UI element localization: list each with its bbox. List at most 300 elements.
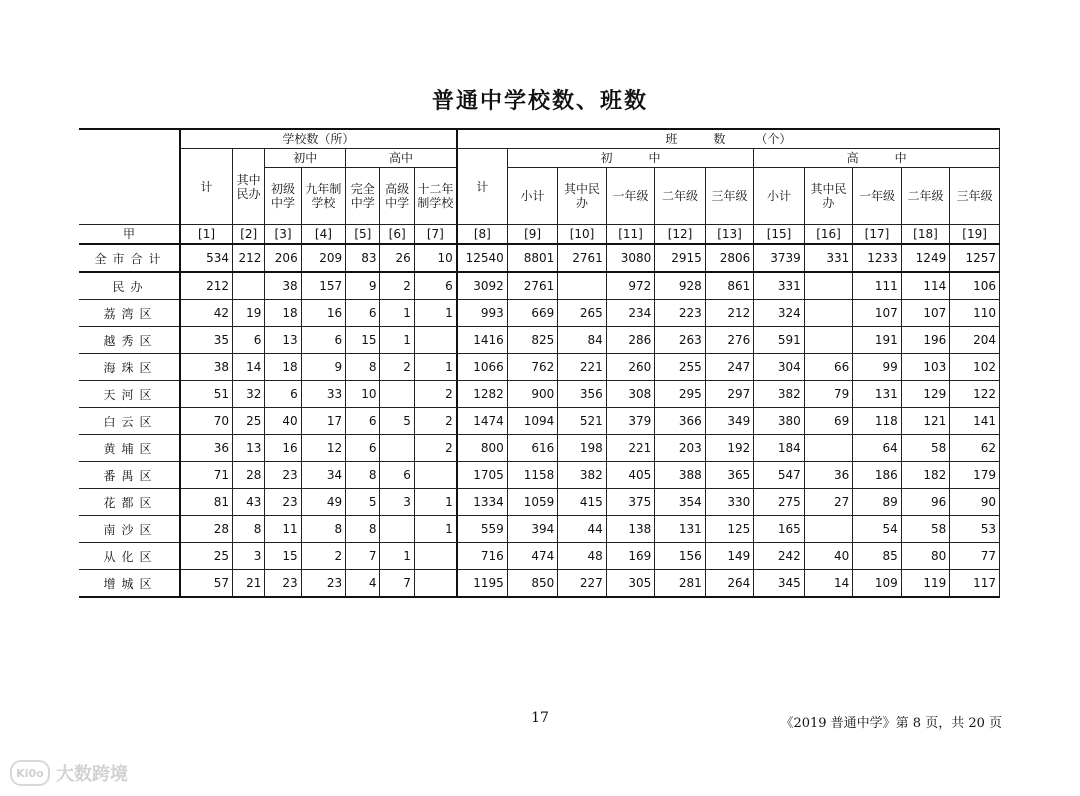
table-cell: [804, 272, 852, 300]
page-number: 17: [531, 710, 549, 726]
table-row: [79, 300, 1000, 327]
column-number: [12]: [655, 225, 706, 245]
column-number: [1]: [180, 225, 233, 245]
table-cell: 1: [414, 516, 456, 543]
table-cell: 1257: [950, 244, 1000, 272]
table-cell: 8: [346, 354, 380, 381]
table-cell: [804, 300, 852, 327]
table-cell: 474: [507, 543, 558, 570]
table-cell: 62: [950, 435, 1000, 462]
table-cell: 110: [950, 300, 1000, 327]
table-cell: 49: [301, 489, 345, 516]
table-cell: 109: [853, 570, 901, 598]
table-cell: 2: [301, 543, 345, 570]
table-cell: 260: [606, 354, 654, 381]
table-cell: 5: [380, 408, 414, 435]
table-cell: 107: [901, 300, 949, 327]
table-cell: 762: [507, 354, 558, 381]
table-row: [79, 272, 1000, 300]
table-cell: 616: [507, 435, 558, 462]
junior-grade1-header: 一年级: [606, 168, 654, 225]
row-label: 增城区: [79, 570, 180, 598]
table-cell: 212: [180, 272, 233, 300]
schools-total-header: 计: [180, 149, 233, 225]
table-cell: 1416: [457, 327, 508, 354]
table-cell: 28: [180, 516, 233, 543]
schools-senior-header: 高中: [346, 149, 457, 168]
classes-total-header: 计: [457, 149, 508, 225]
table-cell: 265: [558, 300, 606, 327]
table-cell: [380, 435, 414, 462]
table-cell: 58: [901, 435, 949, 462]
table-cell: 3: [380, 489, 414, 516]
table-cell: 102: [950, 354, 1000, 381]
table-cell: 23: [265, 570, 301, 598]
column-number: [17]: [853, 225, 901, 245]
table-cell: 559: [457, 516, 508, 543]
table-cell: 275: [754, 489, 805, 516]
table-cell: 84: [558, 327, 606, 354]
table-row: [79, 327, 1000, 354]
table-cell: 1282: [457, 381, 508, 408]
table-cell: 12: [301, 435, 345, 462]
table-cell: 103: [901, 354, 949, 381]
table-cell: 6: [265, 381, 301, 408]
column-number: [7]: [414, 225, 456, 245]
table-cell: 32: [233, 381, 265, 408]
table-cell: [804, 516, 852, 543]
table-cell: 295: [655, 381, 706, 408]
table-cell: 534: [180, 244, 233, 272]
table-cell: 209: [301, 244, 345, 272]
table-cell: 186: [853, 462, 901, 489]
table-cell: 324: [754, 300, 805, 327]
table-cell: 356: [558, 381, 606, 408]
table-cell: 10: [414, 244, 456, 272]
table-cell: 90: [950, 489, 1000, 516]
table-cell: 1066: [457, 354, 508, 381]
row-label: 越秀区: [79, 327, 180, 354]
table-cell: 928: [655, 272, 706, 300]
table-cell: 349: [705, 408, 753, 435]
table-cell: 157: [301, 272, 345, 300]
table-cell: [380, 516, 414, 543]
table-cell: 3: [233, 543, 265, 570]
page-title: 普通中学校数、班数: [431, 89, 648, 114]
table-cell: 1705: [457, 462, 508, 489]
table-cell: 9: [346, 272, 380, 300]
table-cell: 141: [950, 408, 1000, 435]
table-cell: 71: [180, 462, 233, 489]
table-cell: 125: [705, 516, 753, 543]
table-cell: [804, 327, 852, 354]
watermark-text: 大数跨境: [56, 764, 128, 785]
table-cell: 169: [606, 543, 654, 570]
row-label: 天河区: [79, 381, 180, 408]
table-cell: 191: [853, 327, 901, 354]
table-cell: 28: [233, 462, 265, 489]
table-cell: 972: [606, 272, 654, 300]
table-cell: 6: [346, 300, 380, 327]
table-cell: 165: [754, 516, 805, 543]
row-label: 花都区: [79, 489, 180, 516]
table-cell: 83: [346, 244, 380, 272]
table-cell: 18: [265, 300, 301, 327]
table-cell: 212: [233, 244, 265, 272]
table-cell: 8: [233, 516, 265, 543]
column-number: [3]: [265, 225, 301, 245]
table-cell: 21: [233, 570, 265, 598]
table-cell: 99: [853, 354, 901, 381]
table-cell: 36: [180, 435, 233, 462]
table-cell: 121: [901, 408, 949, 435]
table-cell: 131: [853, 381, 901, 408]
table-cell: 25: [233, 408, 265, 435]
table-cell: 8801: [507, 244, 558, 272]
table-cell: [380, 381, 414, 408]
junior-grade3-header: 三年级: [705, 168, 753, 225]
table-cell: 8: [301, 516, 345, 543]
table-cell: 2: [414, 435, 456, 462]
table-cell: 149: [705, 543, 753, 570]
junior-middle-header: 初级中学: [265, 168, 301, 225]
table-cell: 77: [950, 543, 1000, 570]
table-cell: 221: [558, 354, 606, 381]
table-cell: 10: [346, 381, 380, 408]
table-cell: 23: [301, 570, 345, 598]
table-cell: 394: [507, 516, 558, 543]
table-cell: [804, 435, 852, 462]
table-cell: 1195: [457, 570, 508, 598]
column-number: [11]: [606, 225, 654, 245]
table-cell: 38: [180, 354, 233, 381]
table-cell: 1474: [457, 408, 508, 435]
table-cell: 66: [804, 354, 852, 381]
senior-grade1-header: 一年级: [853, 168, 901, 225]
table-cell: 204: [950, 327, 1000, 354]
table-cell: 11: [265, 516, 301, 543]
table-cell: [414, 327, 456, 354]
table-cell: 106: [950, 272, 1000, 300]
table-cell: 379: [606, 408, 654, 435]
table-cell: 15: [346, 327, 380, 354]
table-row: [79, 489, 1000, 516]
table-cell: 2: [414, 408, 456, 435]
table-cell: 331: [754, 272, 805, 300]
table-cell: 297: [705, 381, 753, 408]
table-cell: 40: [804, 543, 852, 570]
table-cell: 415: [558, 489, 606, 516]
senior-subtotal-header: 小计: [754, 168, 805, 225]
table-cell: 263: [655, 327, 706, 354]
table-cell: 35: [180, 327, 233, 354]
table-cell: 1: [414, 300, 456, 327]
table-cell: 2: [380, 272, 414, 300]
table-cell: 2806: [705, 244, 753, 272]
table-cell: 1249: [901, 244, 949, 272]
table-cell: 1: [380, 327, 414, 354]
table-cell: 6: [380, 462, 414, 489]
senior-middle-header: 高级中学: [380, 168, 414, 225]
table-cell: 19: [233, 300, 265, 327]
table-cell: 179: [950, 462, 1000, 489]
column-number: [8]: [457, 225, 508, 245]
table-cell: 286: [606, 327, 654, 354]
table-cell: 6: [414, 272, 456, 300]
table-cell: 80: [901, 543, 949, 570]
table-cell: 850: [507, 570, 558, 598]
table-cell: 192: [705, 435, 753, 462]
table-cell: 129: [901, 381, 949, 408]
table-cell: 308: [606, 381, 654, 408]
table-cell: 81: [180, 489, 233, 516]
watermark-logo-icon: Ki0o: [10, 760, 50, 786]
table-cell: 15: [265, 543, 301, 570]
table-cell: 58: [901, 516, 949, 543]
junior-grade2-header: 二年级: [655, 168, 706, 225]
table-cell: 716: [457, 543, 508, 570]
table-cell: 264: [705, 570, 753, 598]
column-number: [15]: [754, 225, 805, 245]
table-cell: 380: [754, 408, 805, 435]
table-row: [79, 354, 1000, 381]
schools-group-header: 学校数（所）: [180, 129, 457, 149]
table-cell: 669: [507, 300, 558, 327]
table-cell: 64: [853, 435, 901, 462]
table-cell: 122: [950, 381, 1000, 408]
table-cell: 242: [754, 543, 805, 570]
table-cell: 388: [655, 462, 706, 489]
row-label: 全市合计: [79, 244, 180, 272]
table-cell: 43: [233, 489, 265, 516]
table-cell: 119: [901, 570, 949, 598]
table-cell: 203: [655, 435, 706, 462]
table-cell: 14: [804, 570, 852, 598]
table-row: [79, 408, 1000, 435]
table-cell: 900: [507, 381, 558, 408]
table-cell: 2915: [655, 244, 706, 272]
table-cell: 255: [655, 354, 706, 381]
table-cell: 9: [301, 354, 345, 381]
table-cell: 276: [705, 327, 753, 354]
row-label: 白云区: [79, 408, 180, 435]
classes-senior-header: 高 中: [754, 149, 1000, 168]
table-cell: 2: [414, 381, 456, 408]
senior-grade3-header: 三年级: [950, 168, 1000, 225]
table-cell: 23: [265, 462, 301, 489]
table-cell: 234: [606, 300, 654, 327]
complete-middle-header: 完全中学: [346, 168, 380, 225]
table-cell: 156: [655, 543, 706, 570]
table-cell: 227: [558, 570, 606, 598]
table-cell: 85: [853, 543, 901, 570]
table-cell: 591: [754, 327, 805, 354]
junior-subtotal-header: 小计: [507, 168, 558, 225]
table-cell: 27: [804, 489, 852, 516]
row-label: 从化区: [79, 543, 180, 570]
table-cell: 38: [265, 272, 301, 300]
table-cell: 375: [606, 489, 654, 516]
table-row: [79, 570, 1000, 598]
table-cell: 366: [655, 408, 706, 435]
classes-group-header: 班 数 （个）: [457, 129, 1000, 149]
corner-cell: [79, 129, 180, 225]
table-cell: 36: [804, 462, 852, 489]
table-cell: 16: [265, 435, 301, 462]
table-cell: 6: [233, 327, 265, 354]
table-cell: 51: [180, 381, 233, 408]
table-cell: 7: [380, 570, 414, 598]
table-cell: 23: [265, 489, 301, 516]
nine-year-header: 九年制学校: [301, 168, 345, 225]
row-label: 南沙区: [79, 516, 180, 543]
corner-label: 甲: [79, 225, 180, 245]
table-cell: 1094: [507, 408, 558, 435]
senior-grade2-header: 二年级: [901, 168, 949, 225]
table-cell: 304: [754, 354, 805, 381]
table-cell: 547: [754, 462, 805, 489]
column-number: [18]: [901, 225, 949, 245]
table-cell: 117: [950, 570, 1000, 598]
classes-junior-header: 初 中: [507, 149, 753, 168]
table-cell: 330: [705, 489, 753, 516]
table-cell: 40: [265, 408, 301, 435]
table-cell: 345: [754, 570, 805, 598]
table-cell: 44: [558, 516, 606, 543]
table-cell: 382: [558, 462, 606, 489]
table-cell: [414, 462, 456, 489]
table-cell: 13: [265, 327, 301, 354]
table-cell: 2761: [507, 272, 558, 300]
schools-junior-header: 初中: [265, 149, 346, 168]
column-number: [6]: [380, 225, 414, 245]
column-number: [4]: [301, 225, 345, 245]
table-cell: 1158: [507, 462, 558, 489]
table-cell: 18: [265, 354, 301, 381]
footer-note: 《2019 普通中学》第 8 页，共 20 页: [780, 716, 1002, 731]
table-cell: 8: [346, 462, 380, 489]
column-number: [10]: [558, 225, 606, 245]
table-cell: 96: [901, 489, 949, 516]
table-row: [79, 543, 1000, 570]
table-cell: 1334: [457, 489, 508, 516]
twelve-year-header: 十二年制学校: [414, 168, 456, 225]
watermark: [10, 760, 128, 786]
table-cell: 3739: [754, 244, 805, 272]
statistics-table: [79, 128, 1000, 598]
row-label: 荔湾区: [79, 300, 180, 327]
junior-private-header: 其中民办: [558, 168, 606, 225]
table-cell: [414, 543, 456, 570]
table-cell: 6: [346, 435, 380, 462]
table-cell: 131: [655, 516, 706, 543]
table-cell: 114: [901, 272, 949, 300]
table-cell: 382: [754, 381, 805, 408]
table-cell: 12540: [457, 244, 508, 272]
table-cell: 223: [655, 300, 706, 327]
table-cell: 107: [853, 300, 901, 327]
table-cell: 212: [705, 300, 753, 327]
table-cell: 825: [507, 327, 558, 354]
table-cell: 69: [804, 408, 852, 435]
table-cell: 3080: [606, 244, 654, 272]
table-cell: 25: [180, 543, 233, 570]
senior-private-header: 其中民办: [804, 168, 852, 225]
table-cell: 138: [606, 516, 654, 543]
table-cell: 2761: [558, 244, 606, 272]
column-number: [2]: [233, 225, 265, 245]
table-cell: 1: [414, 489, 456, 516]
table-cell: 993: [457, 300, 508, 327]
table-cell: 42: [180, 300, 233, 327]
table-row: [79, 516, 1000, 543]
table-cell: 4: [346, 570, 380, 598]
table-cell: 57: [180, 570, 233, 598]
table-cell: 17: [301, 408, 345, 435]
table-cell: 6: [346, 408, 380, 435]
table-cell: [414, 570, 456, 598]
table-cell: 1: [380, 300, 414, 327]
table-cell: 8: [346, 516, 380, 543]
table-cell: 53: [950, 516, 1000, 543]
schools-private-header: 其中民办: [233, 149, 265, 225]
table-cell: 281: [655, 570, 706, 598]
table-cell: 111: [853, 272, 901, 300]
table-cell: 3092: [457, 272, 508, 300]
table-cell: 861: [705, 272, 753, 300]
table-cell: 331: [804, 244, 852, 272]
table-cell: 89: [853, 489, 901, 516]
table-cell: 2: [380, 354, 414, 381]
table-cell: 34: [301, 462, 345, 489]
table-cell: 405: [606, 462, 654, 489]
table-cell: 221: [606, 435, 654, 462]
table-cell: 247: [705, 354, 753, 381]
table-cell: [233, 272, 265, 300]
table-cell: 16: [301, 300, 345, 327]
column-number: [19]: [950, 225, 1000, 245]
table-cell: 198: [558, 435, 606, 462]
table-cell: 521: [558, 408, 606, 435]
column-number: [9]: [507, 225, 558, 245]
table-cell: 14: [233, 354, 265, 381]
table-cell: 206: [265, 244, 301, 272]
table-cell: 182: [901, 462, 949, 489]
table-cell: 26: [380, 244, 414, 272]
table-row: [79, 244, 1000, 272]
table-cell: 196: [901, 327, 949, 354]
table-row: [79, 462, 1000, 489]
row-label: 民办: [79, 272, 180, 300]
table-cell: 354: [655, 489, 706, 516]
column-number: [13]: [705, 225, 753, 245]
row-label: 海珠区: [79, 354, 180, 381]
table-row: [79, 381, 1000, 408]
column-number: [5]: [346, 225, 380, 245]
table-cell: 800: [457, 435, 508, 462]
table-cell: 6: [301, 327, 345, 354]
table-row: [79, 435, 1000, 462]
table-cell: 79: [804, 381, 852, 408]
table-cell: 13: [233, 435, 265, 462]
table-cell: 118: [853, 408, 901, 435]
table-cell: 54: [853, 516, 901, 543]
table-cell: 48: [558, 543, 606, 570]
table-cell: 1: [414, 354, 456, 381]
table-cell: 33: [301, 381, 345, 408]
table-cell: 184: [754, 435, 805, 462]
row-label: 番禺区: [79, 462, 180, 489]
